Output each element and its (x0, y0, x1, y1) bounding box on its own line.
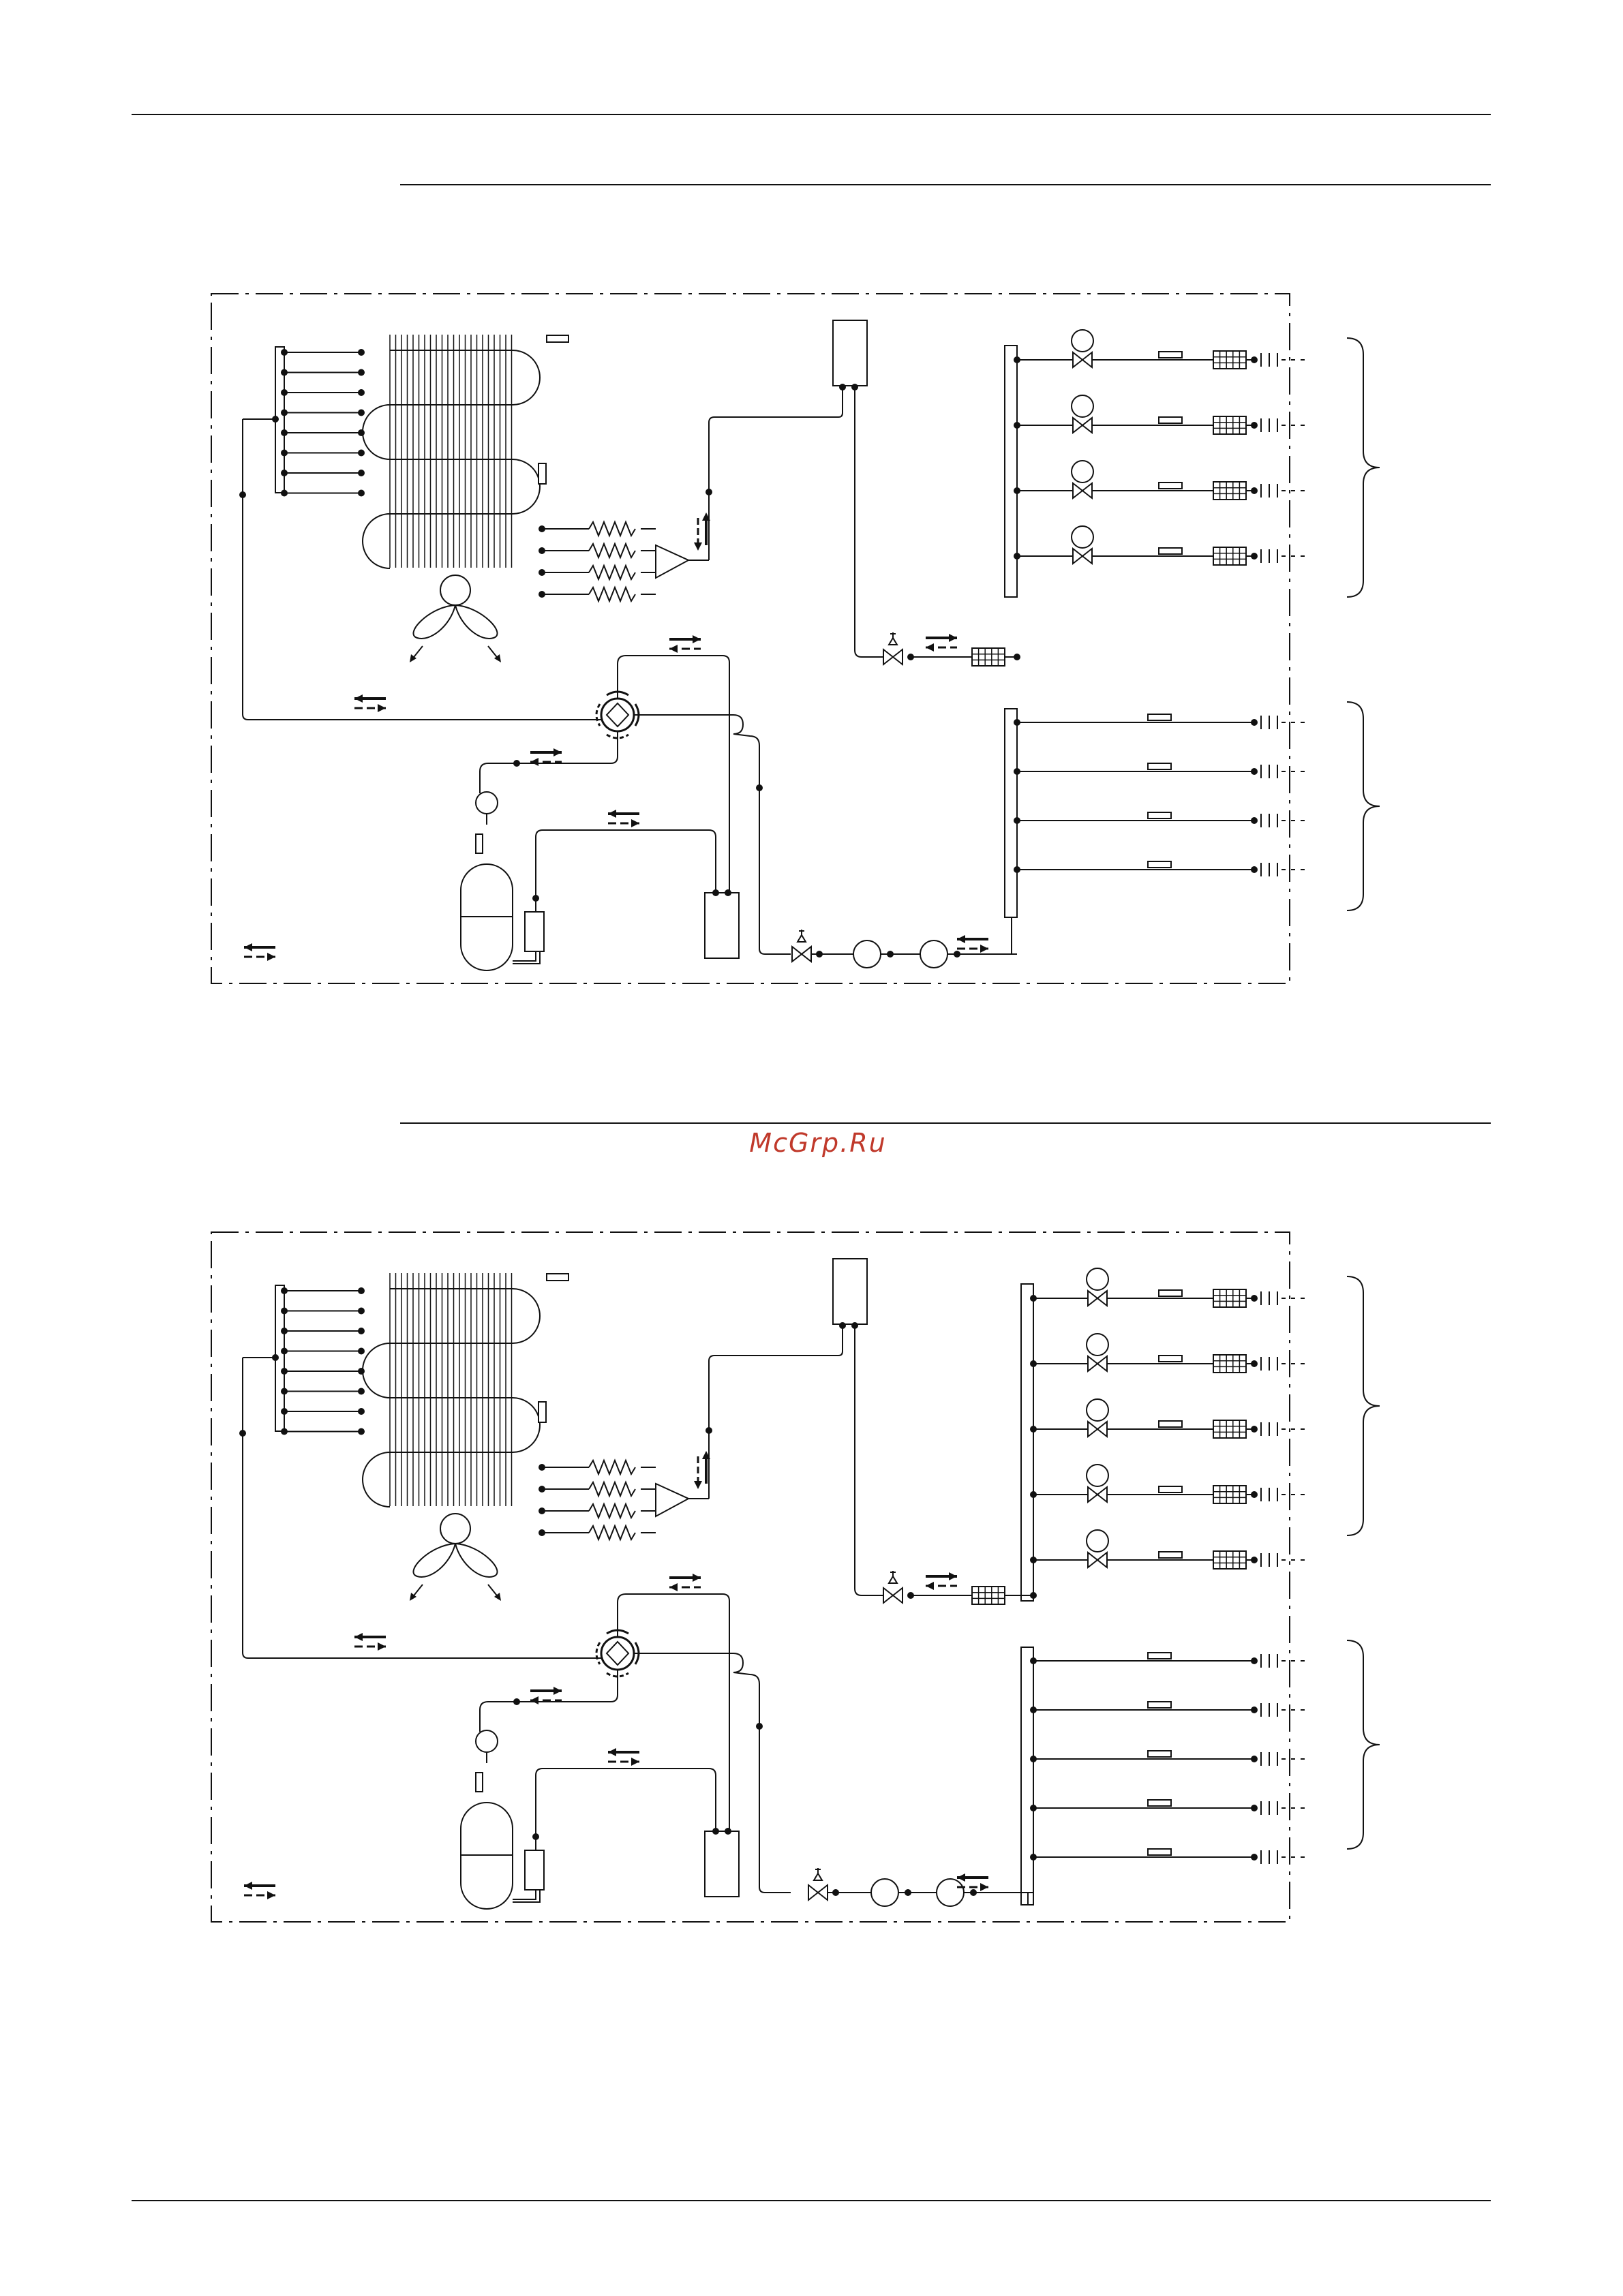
capillary-coil (589, 1526, 635, 1540)
fan-icon (410, 1514, 501, 1601)
arrowhead-icon (949, 634, 957, 642)
strainer-icon (1213, 1486, 1246, 1503)
refrigerant-diagram-5-branch (0, 938, 1623, 1961)
junction-dot (272, 1354, 279, 1361)
arrowhead-icon (530, 1696, 539, 1704)
fan-icon (410, 575, 501, 662)
strainer-icon (1213, 547, 1246, 565)
service-port-icon (1261, 863, 1309, 876)
pipe-path (536, 830, 716, 912)
solenoid-coil-icon (1087, 1465, 1108, 1486)
junction-dot (272, 416, 279, 423)
condenser-coil-fins (390, 335, 512, 568)
junction-dot (1014, 654, 1020, 660)
branch-tag-icon (1159, 1356, 1182, 1362)
footer-rule (132, 2200, 1491, 2201)
junction-dot (281, 490, 288, 497)
service-port-icon (1261, 1553, 1309, 1567)
strainer-icon (1213, 482, 1246, 500)
valve-actuator-icon (814, 1873, 822, 1880)
receiver-tank (833, 320, 867, 386)
junction-dot (712, 889, 719, 896)
branch-tag-icon (1148, 763, 1171, 769)
distributor-icon (656, 1484, 688, 1516)
flow-arrows-icon (244, 1882, 275, 1899)
pressure-sensor-icon (476, 1730, 498, 1752)
junction-dot (1251, 1426, 1258, 1433)
pipe-path (618, 1594, 729, 1838)
solenoid-valve-icon (1088, 1422, 1107, 1437)
junction-dot (358, 490, 365, 497)
solenoid-valve-icon (1088, 1356, 1107, 1371)
junction-dot (1251, 1805, 1258, 1811)
arrow-dashed-icon (596, 704, 600, 726)
junction-dot (513, 1698, 520, 1705)
junction-dot (358, 369, 365, 376)
unit-boundary-frame (211, 1232, 1290, 1922)
strainer-icon (1213, 416, 1246, 434)
watermark-text: McGrp.Ru (749, 1128, 887, 1158)
solenoid-valve-icon (1088, 1291, 1107, 1306)
junction-dot (358, 389, 365, 396)
branch-tag-icon (1159, 1552, 1182, 1558)
service-port-icon (1261, 418, 1309, 432)
service-port-icon (1261, 1488, 1309, 1501)
strainer-icon (1213, 1551, 1246, 1569)
junction-dot (239, 1430, 246, 1437)
receiver-tank (833, 1259, 867, 1324)
pipe-path (536, 1769, 716, 1850)
junction-dot (1251, 817, 1258, 824)
solenoid-coil-icon (1087, 1268, 1108, 1290)
expansion-valve-icon (883, 649, 902, 664)
service-port-icon (1261, 1654, 1309, 1668)
solenoid-coil-icon (1087, 1399, 1108, 1421)
junction-dot (756, 784, 763, 791)
branch-tag-icon (1148, 1702, 1171, 1708)
unit-boundary-frame (211, 294, 1290, 983)
nameplate-icon (547, 1274, 568, 1281)
junction-dot (532, 895, 539, 902)
valve-actuator-icon (889, 1576, 897, 1583)
capillary-coil (589, 587, 635, 601)
junction-dot (358, 1428, 365, 1435)
pipe-path (709, 386, 843, 560)
service-port-icon (1261, 1422, 1309, 1436)
junction-dot (532, 1833, 539, 1840)
junction-dot (281, 1308, 288, 1315)
flow-arrows-icon (669, 1574, 701, 1591)
junction-dot (1251, 1854, 1258, 1861)
arrowhead-icon (608, 1748, 616, 1756)
junction-dot (358, 1287, 365, 1294)
branch-brace (1347, 1640, 1380, 1849)
arrowhead-icon (980, 1883, 988, 1891)
service-port-icon (1261, 1850, 1309, 1864)
junction-dot (281, 1348, 288, 1355)
coil-sensor-icon (539, 1402, 546, 1422)
service-port-icon (1261, 765, 1309, 778)
junction-dot (281, 429, 288, 436)
arrowhead-icon (693, 635, 701, 643)
flow-arrows-icon (354, 1633, 386, 1651)
strainer-icon (1213, 1289, 1246, 1307)
sight-glass-icon (937, 1879, 964, 1906)
junction-dot (1251, 719, 1258, 726)
junction-dot (1251, 866, 1258, 873)
arrow-dashed-icon (596, 1642, 600, 1664)
arrowhead-icon (553, 1687, 562, 1695)
condenser-coil-fins (390, 1273, 512, 1506)
capillary-coil (589, 1504, 635, 1518)
junction-dot (905, 1889, 911, 1896)
gas-manifold (1005, 709, 1017, 917)
coil-serpentine (363, 350, 540, 568)
junction-dot (706, 1427, 712, 1434)
service-port-icon (1261, 1357, 1309, 1371)
junction-dot (1251, 1360, 1258, 1367)
flow-arrows-vertical-icon (694, 512, 710, 551)
pressure-sensor-icon (476, 792, 498, 814)
strainer-icon (1213, 1420, 1246, 1438)
arrowhead-icon (354, 694, 363, 703)
junction-dot (239, 491, 246, 498)
solenoid-coil-icon (1072, 526, 1093, 548)
junction-dot (281, 410, 288, 416)
service-port-icon (1261, 484, 1309, 498)
arrowhead-icon (530, 758, 539, 766)
expansion-valve-icon (883, 1588, 902, 1603)
flow-arrows-icon (608, 810, 639, 827)
oil-separator-tank (705, 1831, 739, 1897)
service-port-icon (1261, 716, 1309, 729)
service-port-icon (1261, 1291, 1309, 1305)
junction-dot (281, 389, 288, 396)
filter-drier-icon (871, 1879, 898, 1906)
arrowhead-icon (949, 1572, 957, 1580)
junction-dot (1030, 1592, 1037, 1599)
branch-brace (1347, 338, 1380, 597)
junction-dot (358, 429, 365, 436)
junction-dot (281, 1428, 288, 1435)
branch-brace (1347, 1276, 1380, 1535)
junction-dot (358, 470, 365, 476)
gas-manifold (1021, 1647, 1033, 1905)
branch-tag-icon (1148, 714, 1171, 720)
arrowhead-icon (926, 1582, 934, 1590)
branch-tag-icon (1148, 1849, 1171, 1855)
service-port-icon (1261, 1801, 1309, 1815)
pipe-path (243, 714, 601, 720)
solenoid-coil-icon (1072, 461, 1093, 483)
flow-arrows-icon (669, 635, 701, 653)
junction-dot (358, 1408, 365, 1415)
arrowhead-icon (267, 1891, 275, 1899)
arrowhead-icon (957, 1873, 965, 1882)
branch-tag-icon (1148, 1653, 1171, 1659)
junction-dot (839, 1322, 846, 1329)
junction-dot (1251, 1557, 1258, 1563)
valve-actuator-icon (889, 638, 897, 645)
junction-dot (756, 1723, 763, 1730)
electronic-expansion-valve-icon (808, 1885, 828, 1900)
flow-arrows-icon (608, 1748, 639, 1766)
arrowhead-icon (608, 810, 616, 818)
capillary-coil (589, 522, 635, 536)
nameplate-icon (547, 335, 568, 342)
arrowhead-icon (694, 542, 702, 551)
solenoid-valve-icon (1088, 1487, 1107, 1502)
junction-dot (281, 1388, 288, 1395)
junction-dot (1251, 487, 1258, 494)
junction-dot (281, 369, 288, 376)
junction-dot (358, 410, 365, 416)
coil-serpentine (363, 1289, 540, 1507)
branch-tag-icon (1148, 1751, 1171, 1757)
branch-tag-icon (1159, 352, 1182, 358)
solenoid-valve-icon (1073, 418, 1092, 433)
pipe-path (243, 1653, 601, 1658)
junction-dot (1251, 422, 1258, 429)
junction-dot (281, 1328, 288, 1334)
capillary-coil (589, 1482, 635, 1496)
junction-dot (706, 489, 712, 495)
branch-tag-icon (1159, 1290, 1182, 1296)
arrowhead-icon (354, 1633, 363, 1641)
distributor-icon (656, 545, 688, 578)
arrowhead-icon (631, 1758, 639, 1766)
junction-dot (513, 760, 520, 767)
junction-dot (725, 889, 731, 896)
pipe-path (855, 387, 885, 657)
pipe-path (513, 1890, 536, 1899)
strainer-icon (972, 1587, 1005, 1604)
pipe-path (618, 656, 729, 900)
junction-dot (725, 1828, 731, 1835)
arrowhead-icon (631, 819, 639, 827)
junction-dot (1251, 1756, 1258, 1762)
service-port-icon (1261, 814, 1309, 827)
junction-dot (281, 1368, 288, 1375)
arrowhead-icon (669, 1583, 678, 1591)
flow-arrows-vertical-icon (694, 1451, 710, 1489)
junction-dot (281, 349, 288, 356)
capillary-coil (589, 566, 635, 579)
solenoid-coil-icon (1087, 1334, 1108, 1356)
junction-dot (358, 1328, 365, 1334)
junction-dot (839, 384, 846, 391)
solenoid-coil-icon (1087, 1530, 1108, 1552)
filter-tag-icon (476, 1773, 483, 1792)
branch-tag-icon (1159, 548, 1182, 554)
solenoid-valve-icon (1088, 1552, 1107, 1567)
service-port-icon (1261, 549, 1309, 563)
refrigerant-diagram-4-branch (0, 0, 1623, 1022)
flow-arrows-icon (926, 1572, 957, 1590)
solenoid-coil-icon (1072, 330, 1093, 352)
junction-dot (1251, 1491, 1258, 1498)
solenoid-valve-icon (1073, 352, 1092, 367)
junction-dot (1251, 356, 1258, 363)
liquid-manifold (1005, 346, 1017, 597)
strainer-icon (972, 648, 1005, 666)
arrowhead-icon (694, 1481, 702, 1489)
compressor-icon (525, 1850, 544, 1890)
junction-dot (358, 1308, 365, 1315)
four-way-valve-icon (596, 692, 639, 738)
junction-dot (1251, 768, 1258, 775)
service-port-icon (1261, 1703, 1309, 1717)
junction-dot (281, 450, 288, 457)
branch-tag-icon (1159, 483, 1182, 489)
branch-tag-icon (1159, 1486, 1182, 1493)
branch-brace (1347, 702, 1380, 910)
junction-dot (358, 349, 365, 356)
junction-dot (358, 1348, 365, 1355)
arrowhead-icon (244, 1882, 252, 1890)
service-port-icon (1261, 1752, 1309, 1766)
junction-dot (281, 1408, 288, 1415)
arrowhead-icon (693, 1574, 701, 1582)
liquid-manifold (1021, 1284, 1033, 1601)
capillary-coil (589, 1460, 635, 1474)
arrowhead-icon (926, 643, 934, 652)
junction-dot (1251, 1295, 1258, 1302)
coil-sensor-icon (539, 463, 546, 484)
branch-tag-icon (1159, 417, 1182, 423)
branch-tag-icon (1148, 1800, 1171, 1806)
arrowhead-icon (553, 748, 562, 756)
branch-tag-icon (1159, 1421, 1182, 1427)
four-way-valve-icon (596, 1630, 639, 1677)
capillary-coil (589, 544, 635, 557)
service-port-icon (1261, 353, 1309, 367)
arrowhead-icon (669, 645, 678, 653)
solenoid-valve-icon (1073, 483, 1092, 498)
pipe-path (855, 1326, 885, 1595)
filter-tag-icon (476, 834, 483, 853)
solenoid-coil-icon (1072, 395, 1093, 417)
branch-tag-icon (1148, 812, 1171, 818)
junction-dot (358, 450, 365, 457)
strainer-icon (1213, 1355, 1246, 1373)
flow-arrows-icon (354, 694, 386, 712)
branch-tag-icon (1148, 861, 1171, 868)
junction-dot (712, 1828, 719, 1835)
strainer-icon (1213, 351, 1246, 369)
junction-dot (1251, 553, 1258, 560)
pipe-path (709, 1324, 843, 1499)
junction-dot (358, 1388, 365, 1395)
junction-dot (358, 1368, 365, 1375)
arrowhead-icon (378, 1642, 386, 1651)
junction-dot (1251, 1657, 1258, 1664)
junction-dot (281, 470, 288, 476)
junction-dot (281, 1287, 288, 1294)
junction-dot (1251, 1706, 1258, 1713)
solenoid-valve-icon (1073, 549, 1092, 564)
flow-arrows-icon (926, 634, 957, 652)
junction-dot (970, 1889, 977, 1896)
arrowhead-icon (378, 704, 386, 712)
